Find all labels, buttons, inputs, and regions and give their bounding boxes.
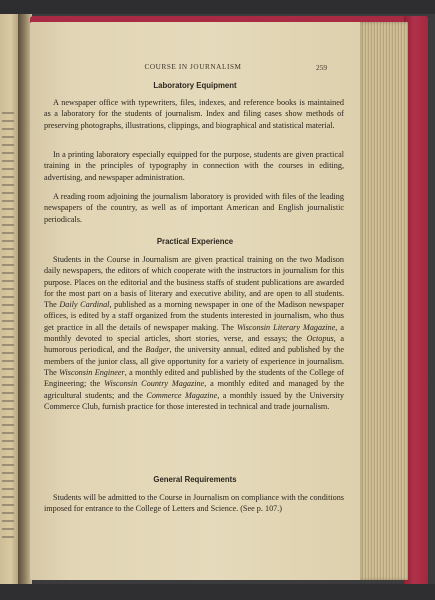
section-heading-practical: Practical Experience <box>156 237 234 246</box>
publication-title: Badger <box>145 345 170 355</box>
facing-page-text-fragments <box>2 106 15 544</box>
text-run: , a monthly edited and managed by the agricultural students; and the <box>44 379 344 400</box>
publication-title: Wisconsin Country Magazine <box>104 379 205 389</box>
text-run: Students in the Course in Journalism are given practical training on the two Madison daily newspapers, the editors of which cooperate with the instructors in journalism for this purpose. Places on the editorial and the business staffs of student publications are awarded for the most part on a basis of literary and executive ability, and are open to all students. The <box>44 255 344 310</box>
publication-title: Daily Cardinal <box>59 300 110 310</box>
paragraph-general-requirements: Students will be admitted to the Course in Journalism on compliance with the conditions imposed for entrance to the College of Letters and Science. (See p. 107.) <box>44 493 344 514</box>
paragraph-laboratory-3: A reading room adjoining the journalism laboratory is provided with files of the leading newspapers of the country, as well as of important American and English journalistic periodicals. <box>44 192 344 224</box>
text-run: , a humorous periodical, and the <box>44 334 344 355</box>
publication-title: Wisconsin Engineer <box>59 367 125 377</box>
facing-page-edge <box>0 14 18 584</box>
publication-title: Wisconsin Literary Magazine <box>236 322 336 332</box>
section-heading-general: General Requirements <box>153 475 237 484</box>
text-run: , a monthly edited and published by the students of the College of Engineering; the <box>44 367 344 389</box>
paragraph-laboratory-2: In a printing laboratory especially equipped for the purpose, students are given practical training in the principles of typography in connection with the courses in editing, advertising, and newspaper administration. <box>44 150 344 182</box>
publication-title: Octopus <box>306 334 334 344</box>
text-run: , published as a morning newspaper in one of the Madison newspaper offices, is edited by a staff organized from the students interested in journalism, who thus get practice in all the details of newspaper making. The <box>44 300 344 332</box>
publication-title: Commerce Magazine <box>146 390 218 400</box>
page-block-edges <box>358 22 408 580</box>
section-heading-laboratory: Laboratory Equipment <box>153 81 237 90</box>
running-head: COURSE IN JOURNALISM <box>144 63 242 71</box>
scan-background-top <box>0 0 435 14</box>
page-number: 259 <box>316 63 328 72</box>
page-content <box>30 22 360 580</box>
book-page <box>30 22 360 580</box>
paragraph-laboratory-1: A newspaper office with typewriters, files, indexes, and reference books is maintained as a laboratory for the students of journalism. Index and filing cases show methods of preserving photographs, illustrations, clippings, and biographical and statistical material. <box>44 98 344 130</box>
paragraph-practical-experience <box>44 254 344 412</box>
text-run: , the university annual, edited and published by the members of the junior class, all give opportunity for a variety of experience in journalism. The <box>44 345 344 377</box>
scan-background-bottom <box>0 584 435 600</box>
text-run: , a monthly devoted to special articles, short stories, verse, and essays; the <box>44 322 344 344</box>
text-run: , a monthly issued by the University Commerce Club, furnish practice for those interested in technical and trade journalism. <box>44 390 345 411</box>
